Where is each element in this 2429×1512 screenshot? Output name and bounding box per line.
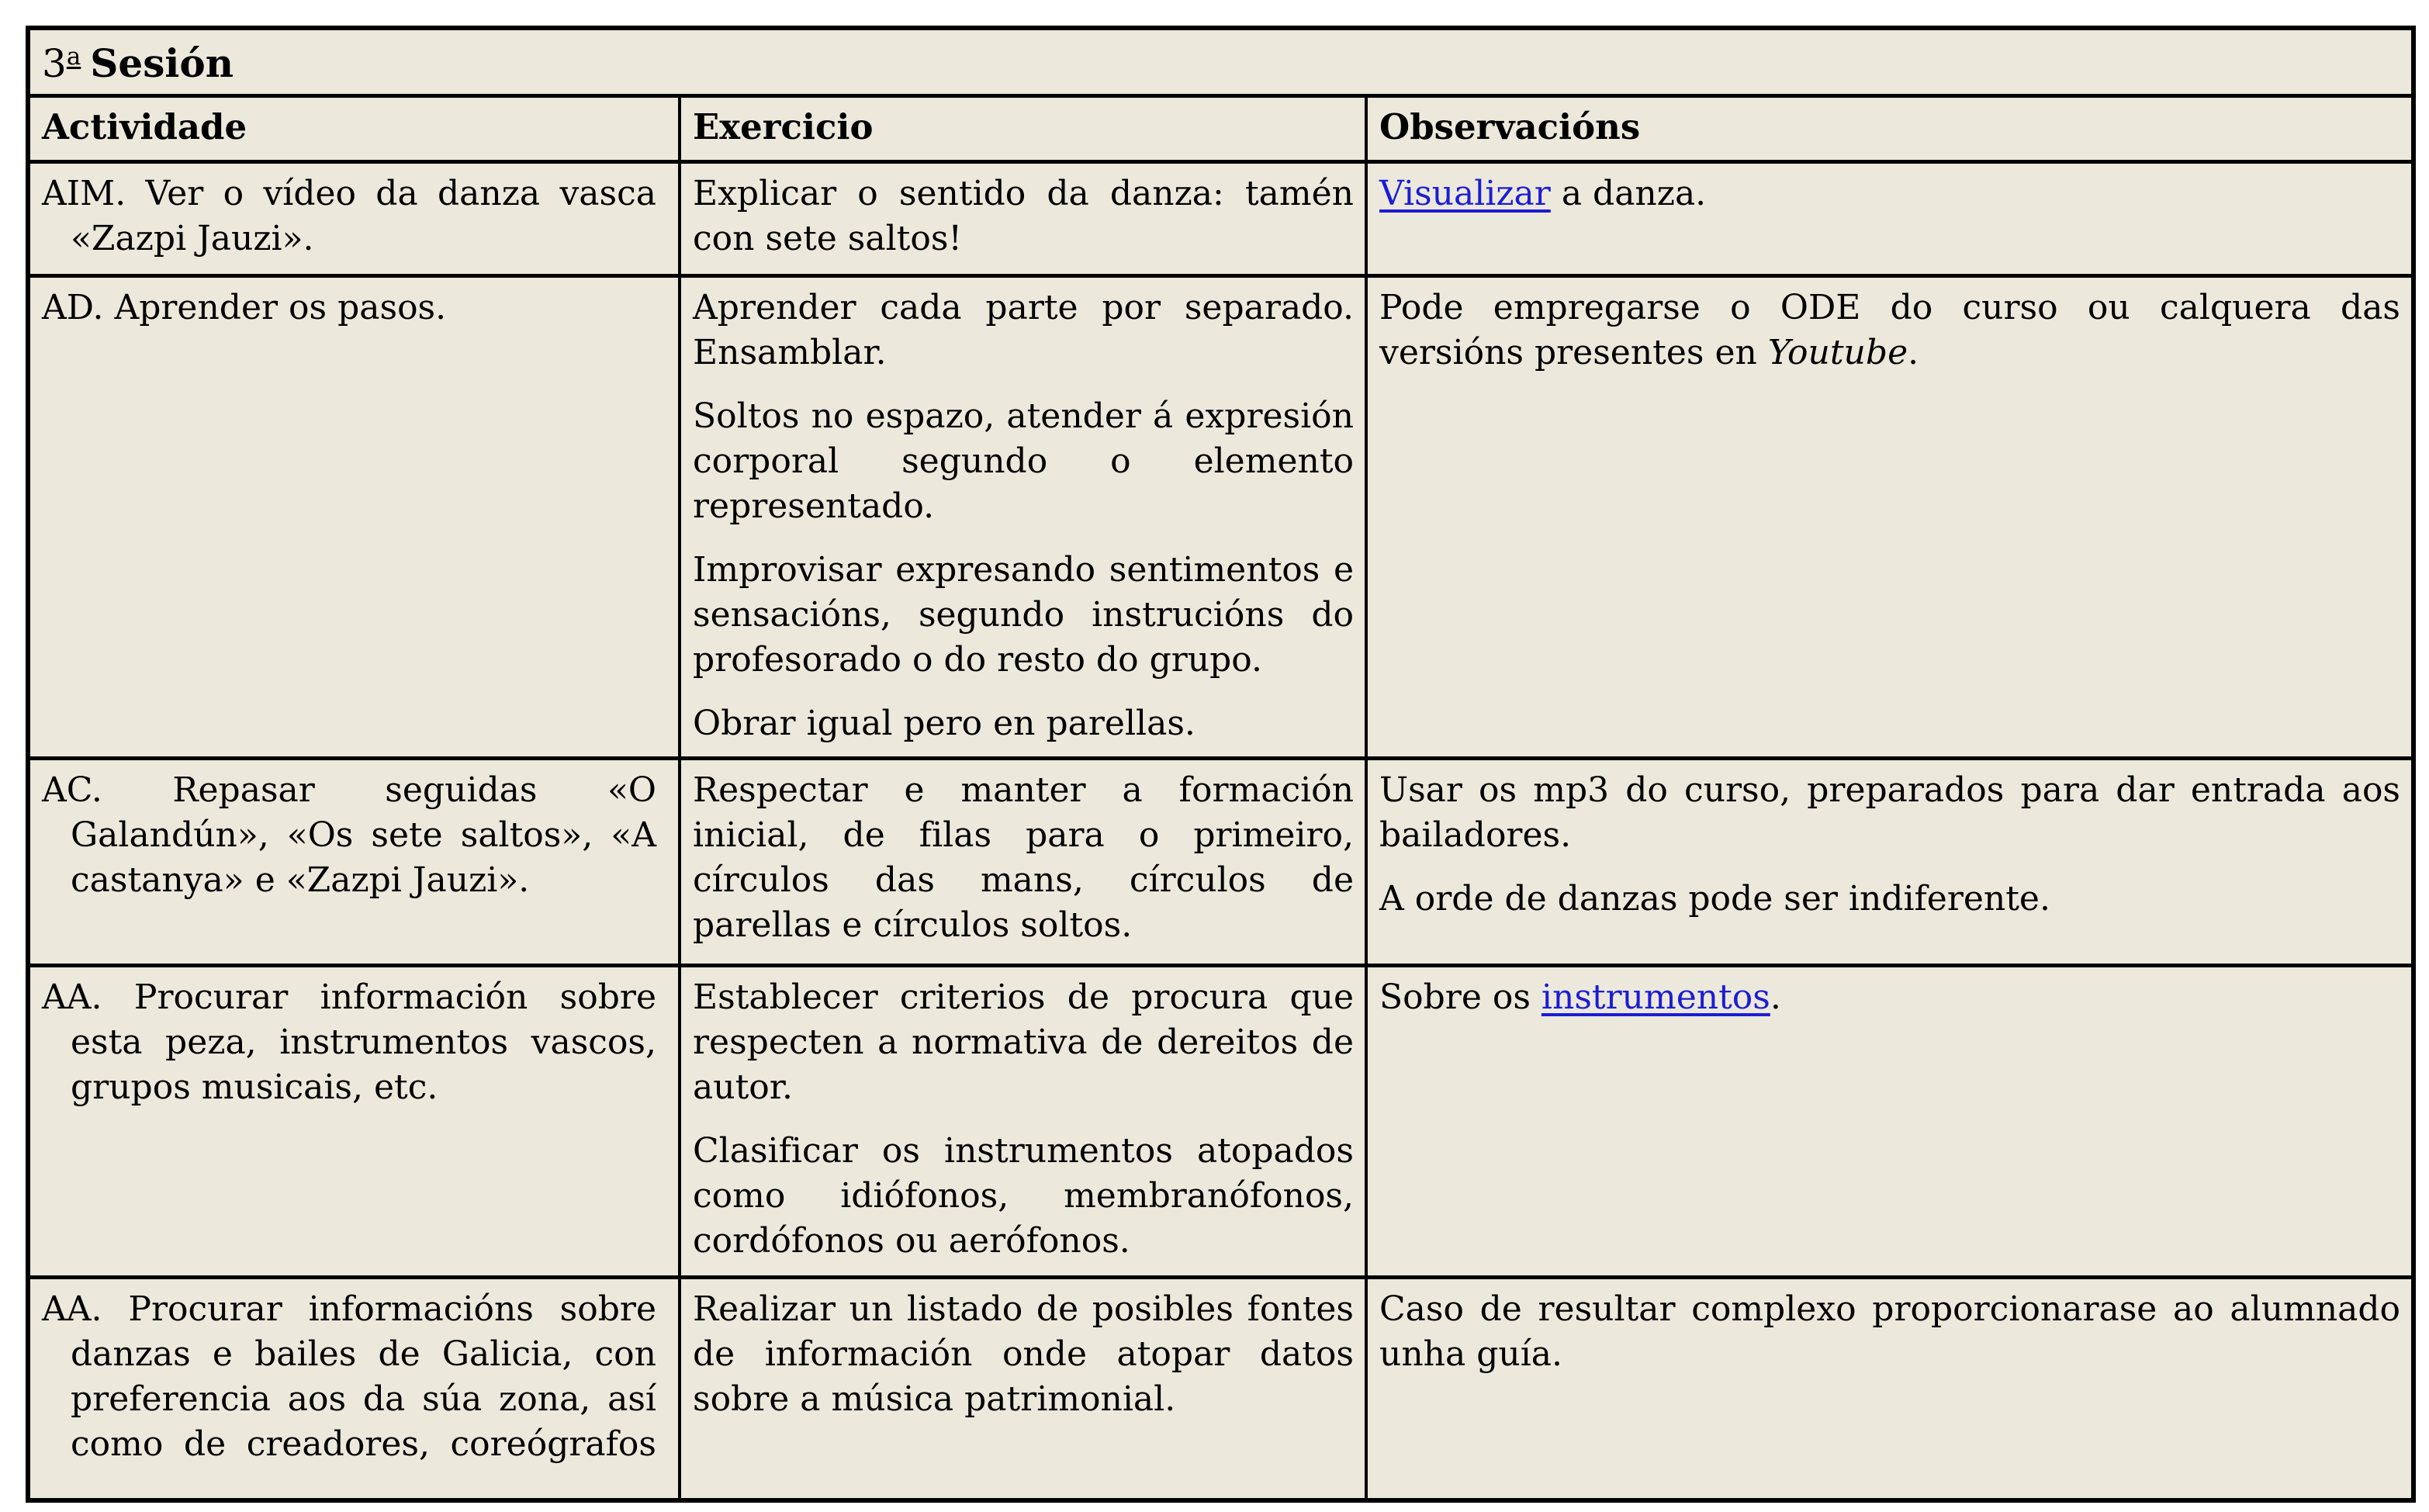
cell-actividade [28,1278,680,1500]
youtube-italic-text: Youtube [1767,333,1908,372]
cell-actividade [28,966,680,1278]
table-row [28,966,2413,1278]
cell-exercicio [680,162,1366,276]
table-row [28,759,2413,966]
cell-paragraph: Aprender cada parte por separado. Ensamblar. [693,288,1354,372]
cell-paragraph: AA. Procurar informacións sobre danzas e bailes de Galicia, con preferencia aos da súa zona, así como de creadores, coreógrafos [42,1289,656,1464]
cell-observacions [1366,276,2413,759]
table-row [28,162,2413,276]
cell-paragraph: Caso de resultar complexo proporcionarase ao alumnado unha guía. [1379,1289,2401,1374]
cell-paragraph [1379,975,2400,1020]
cell-actividade [28,162,680,276]
column-header-row [28,96,2413,162]
session-number: 3 [42,41,67,86]
paragraph-text: . [1908,333,1919,372]
cell-paragraph: AIM. Ver o vídeo da danza vasca «Zazpi Jauzi». [42,174,656,258]
cell-observacions [1366,1278,2413,1500]
cell-exercicio [680,966,1366,1278]
cell-paragraph: Clasificar os instrumentos atopados como idiófonos, membranófonos, cordófonos ou aerófonos. [693,1131,1354,1261]
cell-paragraph: Respectar e manter a formación inicial, de filas para o primeiro, círculos das mans, círculos de parellas e círculos soltos. [693,770,1354,945]
cell-paragraph: Explicar o sentido da danza: tamén con sete saltos! [693,174,1354,258]
cell-exercicio [680,759,1366,966]
ordinal-indicator: a [66,43,81,71]
visualizar-link[interactable]: Visualizar [1379,174,1551,213]
cell-paragraph: Realizar un listado de posibles fontes de información onde atopar datos sobre a música patrimonial. [693,1289,1354,1419]
lesson-plan-table [26,26,2416,1503]
paragraph-text: Sobre os [1379,977,1541,1017]
column-header-exercicio: Exercicio [680,96,1366,162]
session-title-text: Sesión [90,40,234,86]
cell-paragraph: A orde de danzas pode ser indiferente. [1379,879,2050,919]
column-header-actividade: Actividade [28,96,680,162]
cell-paragraph: Obrar igual pero en parellas. [693,704,1195,743]
cell-actividade [28,759,680,966]
paragraph-text: a danza. [1550,174,1707,213]
cell-exercicio [680,1278,1366,1500]
paragraph-text: Pode empregarse o ODE do curso ou calquera das versións presentes en [1379,288,2401,372]
cell-paragraph: Soltos no espazo, atender á expresión corporal segundo o elemento representado. [693,396,1354,526]
cell-observacions [1366,759,2413,966]
cell-paragraph: AC. Repasar seguidas «O Galandún», «Os sete saltos», «A castanya» e «Zazpi Jauzi». [42,770,656,900]
table-row [28,1278,2413,1500]
cell-paragraph: Usar os mp3 do curso, preparados para dar entrada aos bailadores. [1379,770,2401,855]
instrumentos-link[interactable]: instrumentos [1541,977,1770,1017]
table-row [28,276,2413,759]
paragraph-text: . [1770,977,1781,1017]
cell-paragraph: AA. Procurar información sobre esta peza, instrumentos vascos, grupos musicais, etc. [42,977,656,1107]
session-title [28,28,2413,96]
cell-observacions [1366,162,2413,276]
cell-paragraph [1379,171,2400,216]
cell-paragraph: Improvisar expresando sentimentos e sensacións, segundo instrucións do profesorado o do resto do grupo. [693,550,1354,680]
cell-actividade [28,276,680,759]
cell-exercicio [680,276,1366,759]
session-title-row [28,28,2413,96]
cell-paragraph [1379,285,2400,375]
cell-observacions [1366,966,2413,1278]
column-header-observacions: Observacións [1366,96,2413,162]
cell-paragraph: Establecer criterios de procura que respecten a normativa de dereitos de autor. [693,977,1354,1107]
cell-paragraph: AD. Aprender os pasos. [42,288,447,327]
